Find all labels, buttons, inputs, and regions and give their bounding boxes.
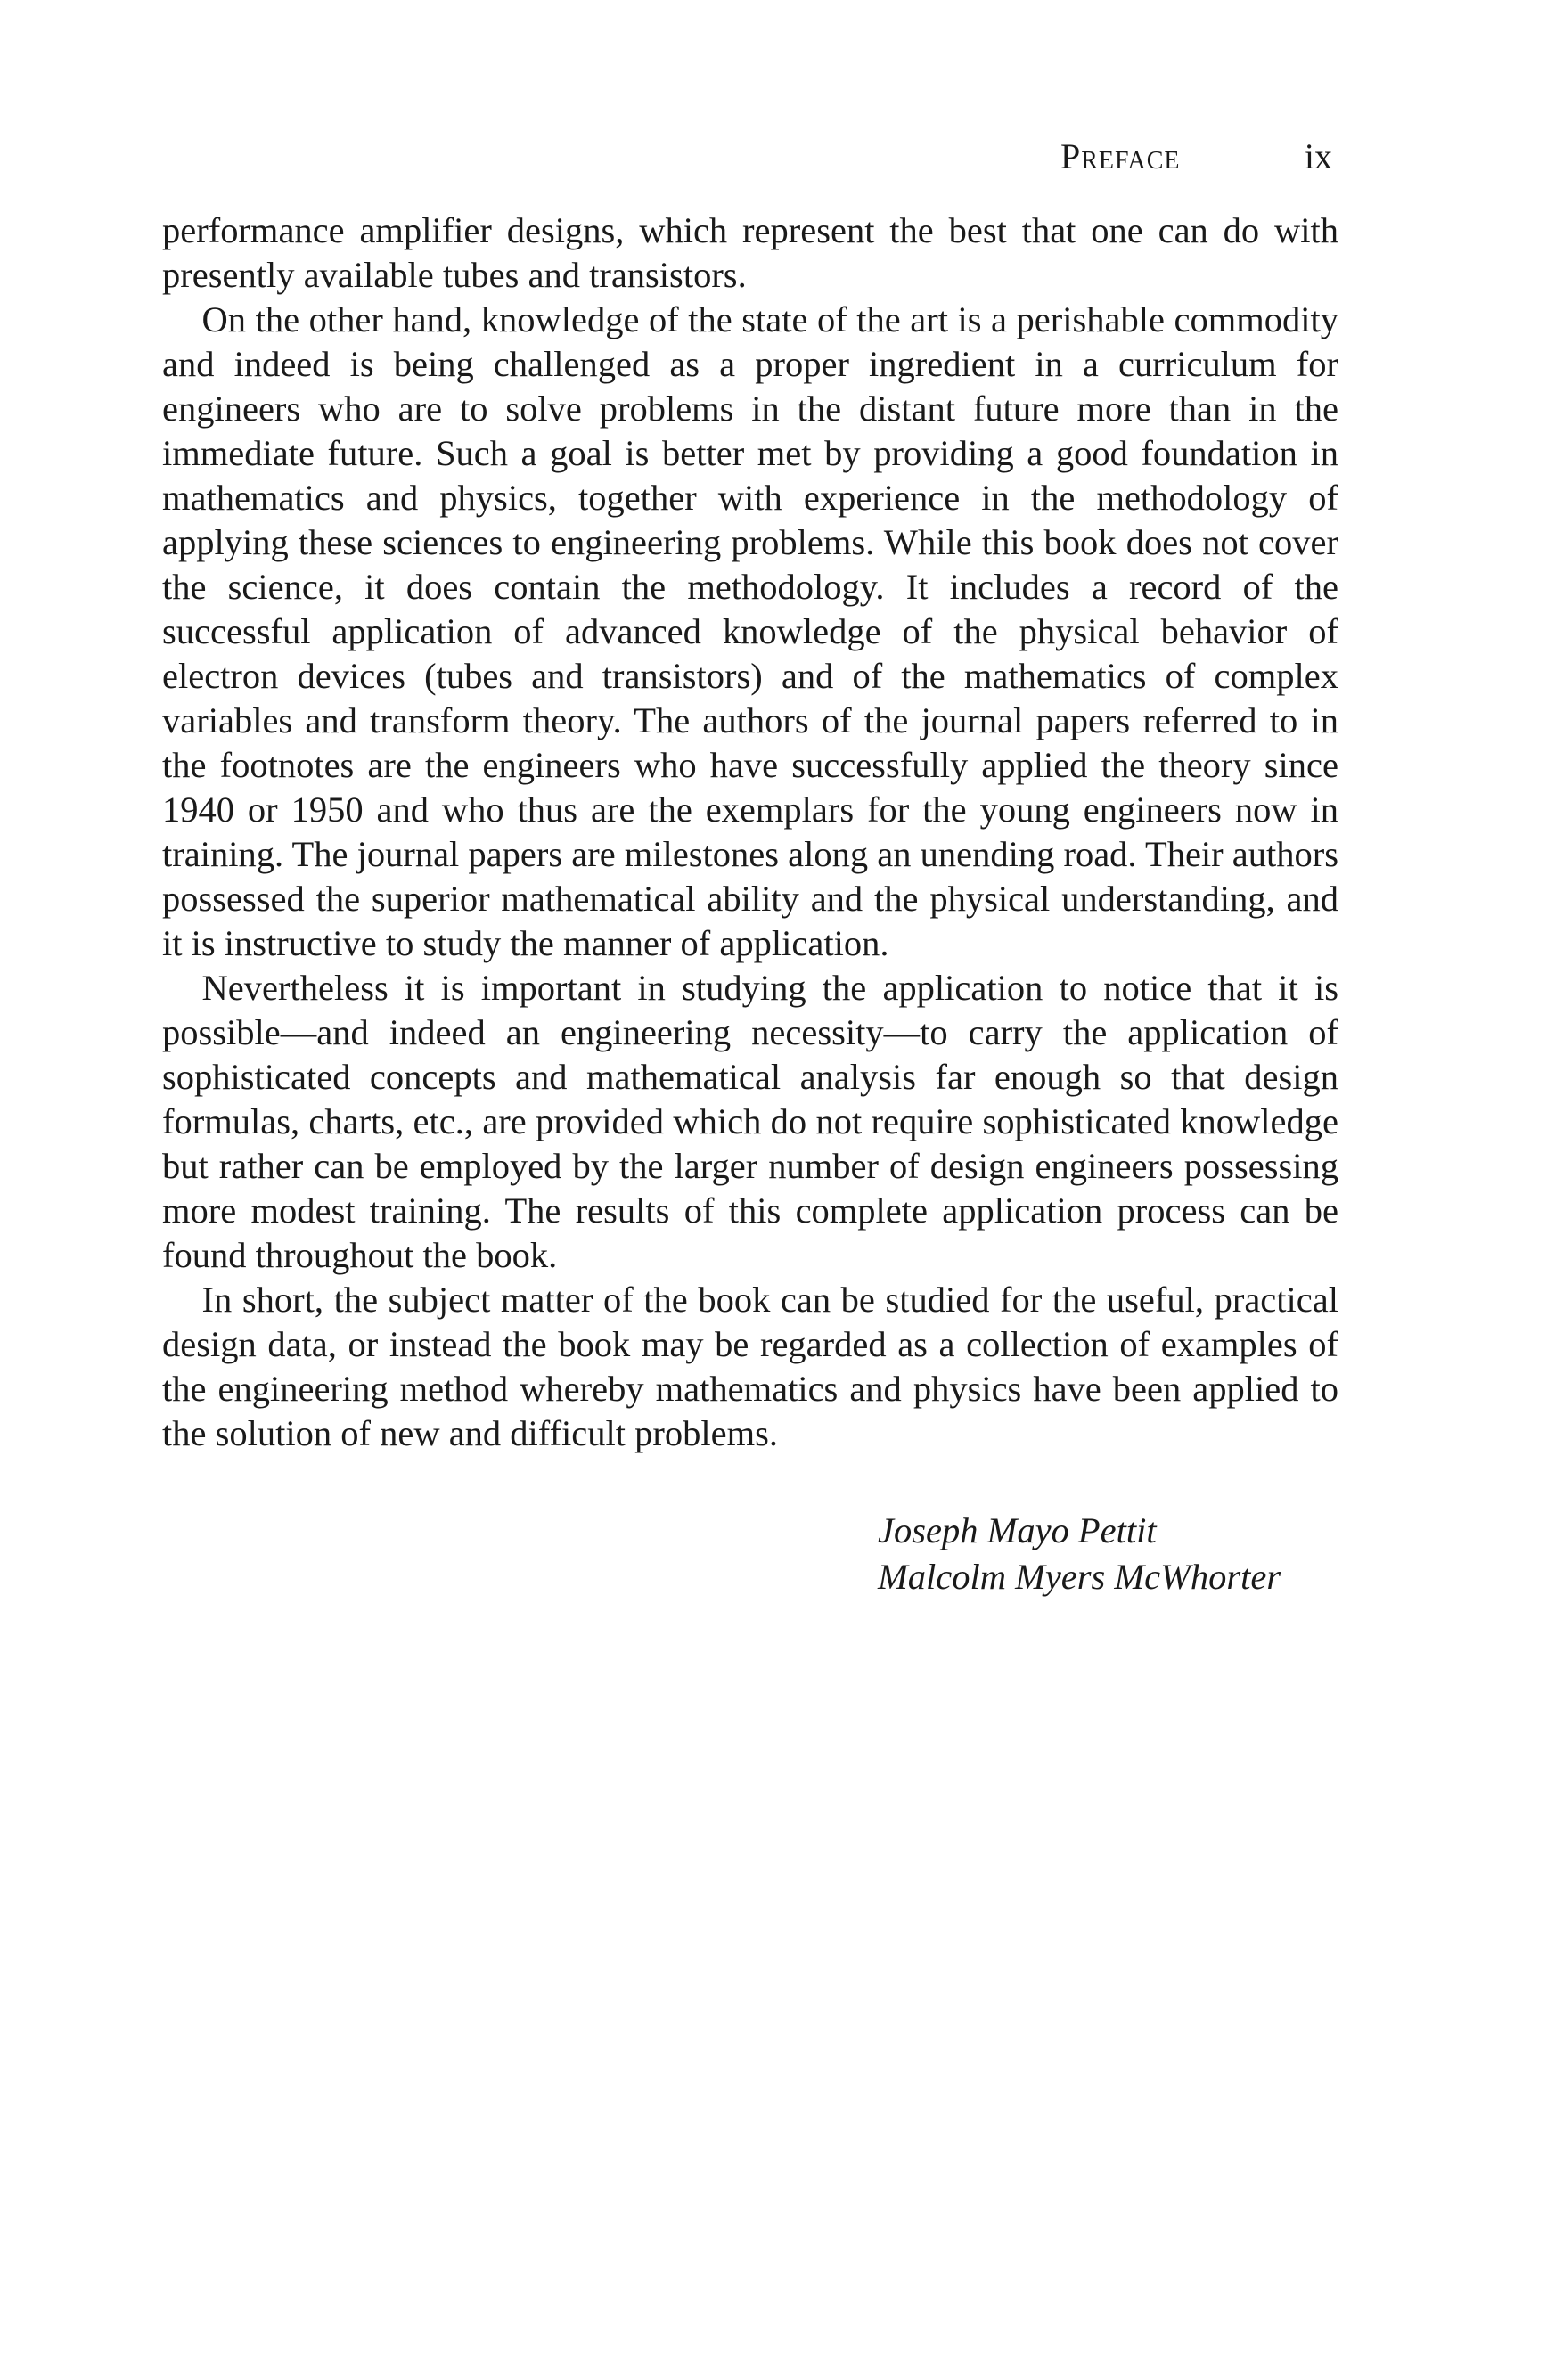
- paragraph-summary: In short, the subject matter of the book can be studied for the useful, practical design data, or instead the book may be regarded as a collection of examples of the engineering method whereby mathematics and physics have been applied to the solution of new and difficult problems.: [162, 1280, 1338, 1453]
- running-head: [1060, 135, 1332, 189]
- preface-body: [162, 209, 1338, 1456]
- page-number: ix: [1304, 136, 1332, 176]
- author-signature: [878, 1508, 1341, 1600]
- author-name-2: Malcolm Myers McWhorter: [878, 1557, 1281, 1597]
- paragraph-continuation: performance amplifier designs, which represent the best that one can do with presently available tubes and transistors.: [162, 210, 1338, 295]
- paragraph-state-of-the-art: On the other hand, knowledge of the state of the art is a perishable commodity and indeed is being challenged as a proper ingredient in a curriculum for engineers who are to solve problems in the distant future more than in the immediate future. Such a goal is better met by providing a good foundation in mathematics and physics, together with experience in the methodology of applying these sciences to engineering problems. While this book does not cover the science, it does contain the methodology. It includes a record of the successful application of advanced knowledge of the physical behavior of electron devices (tubes and transistors) and of the mathematics of complex variables and transform theory. The authors of the journal papers referred to in the footnotes are the engineers who have successfully applied the theory since 1940 or 1950 and who thus are the exemplars for the young engineers now in training. The journal papers are milestones along an unending road. Their authors possessed the superior mathematical ability and the physical understanding, and it is instructive to study the manner of application.: [162, 299, 1339, 963]
- paragraph-application: Nevertheless it is important in studying the application to notice that it is possible—and indeed an engineering necessity—to carry the application of sophisticated concepts and mathematical analysis far enough so that design formulas, charts, etc., are provided which do not require sophisticated knowledge but rather can be employed by the larger number of design engineers possessing more modest training. The results of this complete application process can be found throughout the book.: [162, 968, 1338, 1275]
- author-name-1: Joseph Mayo Pettit: [878, 1510, 1157, 1550]
- running-head-title: Preface: [1060, 136, 1181, 176]
